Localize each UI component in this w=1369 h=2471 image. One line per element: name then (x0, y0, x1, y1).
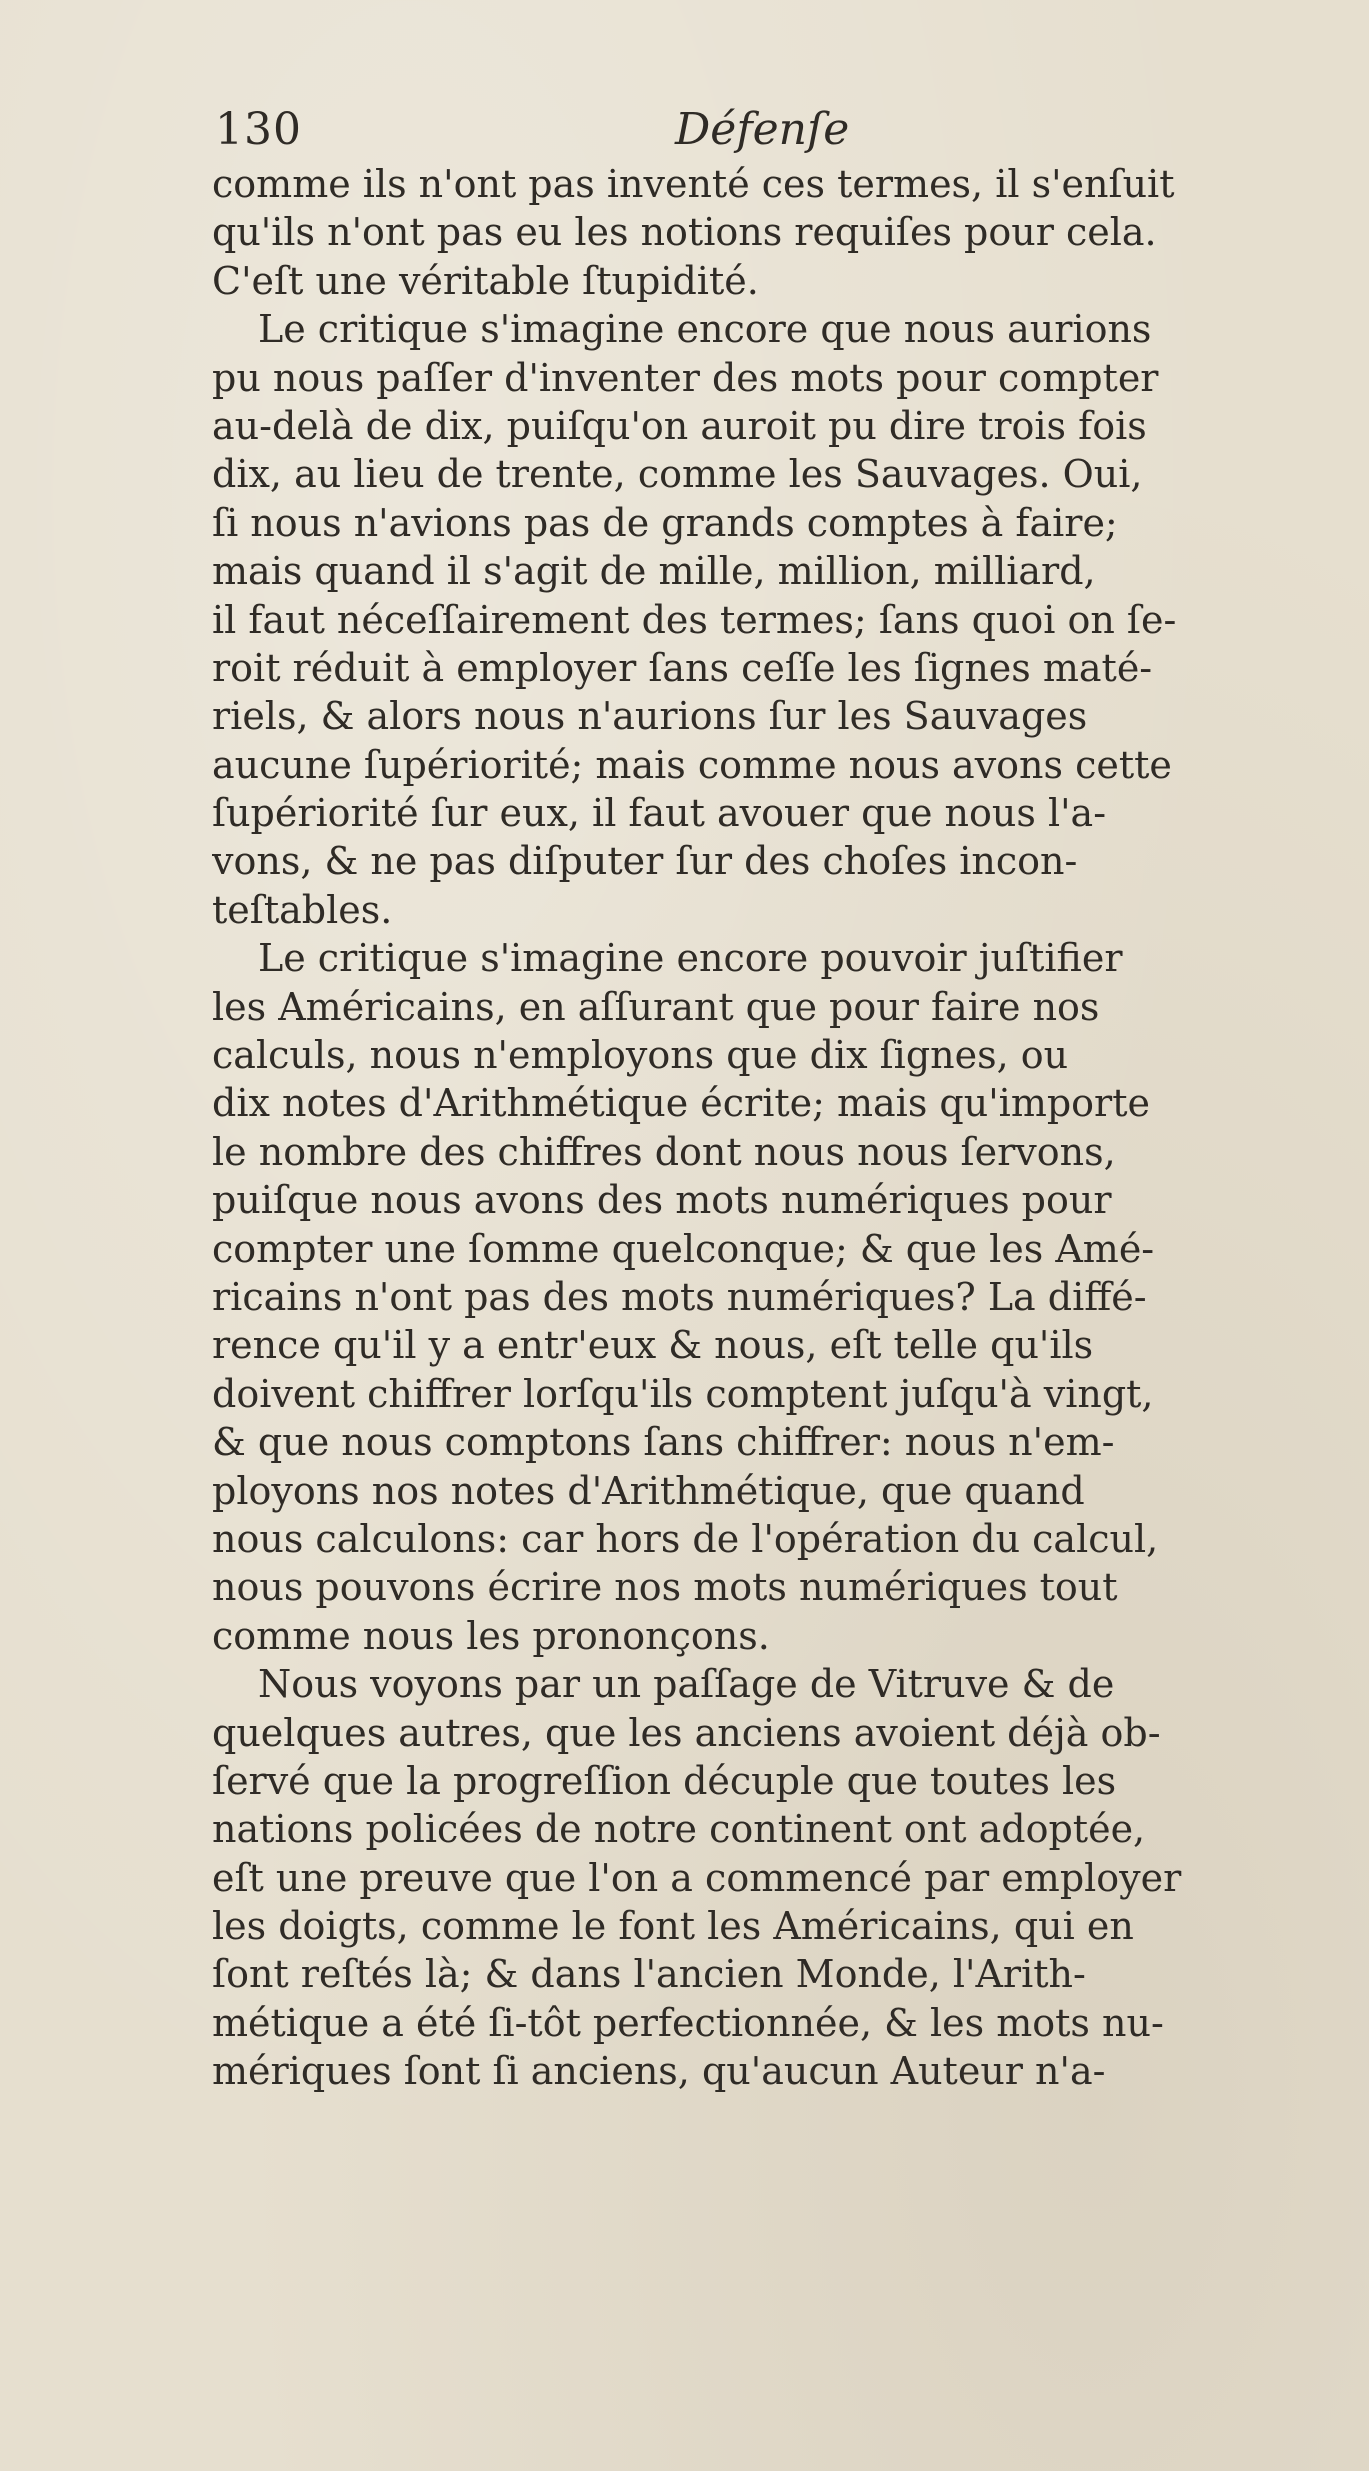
text-line: vons, & ne pas diſputer ſur des choſes incon- (212, 839, 1078, 884)
text-line: ſi nous n'avions pas de grands comptes à faire; (212, 500, 1118, 545)
text-line: Le critique s'imagine encore que nous aurions (258, 307, 1152, 352)
text-line: roit réduit à employer ſans ceſſe les ſignes maté- (212, 645, 1153, 690)
text-line: puiſque nous avons des mots numériques pour (212, 1178, 1112, 1223)
text-line: C'eſt une véritable ſtupidité. (212, 258, 759, 303)
text-line: ſont reſtés là; & dans l'ancien Monde, l'Arith- (212, 1952, 1086, 1997)
text-line: Le critique s'imagine encore pouvoir juſtifier (258, 936, 1123, 981)
text-line: dix, au lieu de trente, comme les Sauvages. Oui, (212, 452, 1143, 497)
text-line: ployons nos notes d'Arithmétique, que quand (212, 1468, 1085, 1513)
running-head: Défenſe (675, 104, 850, 155)
page-number: 130 (215, 104, 302, 155)
page-header (215, 100, 1175, 160)
paragraph-1 (212, 160, 1332, 305)
text-line: comme nous les prononçons. (212, 1613, 770, 1658)
text-line: les doigts, comme le font les Américains, qui en (212, 1904, 1134, 1949)
text-line: mais quand il s'agit de mille, million, milliard, (212, 549, 1096, 594)
text-line: & que nous comptons ſans chiffrer: nous n'em- (212, 1420, 1115, 1465)
text-line: ſervé que la progreſſion décuple que toutes les (212, 1758, 1117, 1803)
paragraph-2 (212, 305, 1332, 934)
text-line: les Américains, en aſſurant que pour faire nos (212, 984, 1100, 1029)
text-line: nations policées de notre continent ont adoptée, (212, 1807, 1146, 1852)
text-line: ſupériorité ſur eux, il faut avouer que nous l'a- (212, 791, 1107, 836)
text-line: compter une ſomme quelconque; & que les Amé- (212, 1226, 1155, 1271)
text-line: nous pouvons écrire nos mots numériques tout (212, 1565, 1118, 1610)
text-line: quelques autres, que les anciens avoient déjà ob- (212, 1710, 1161, 1755)
paragraph-4 (212, 1660, 1332, 2096)
text-line: rence qu'il y a entr'eux & nous, eſt telle qu'ils (212, 1323, 1094, 1368)
paragraph-3 (212, 934, 1332, 1660)
text-line: pu nous paſſer d'inventer des mots pour compter (212, 355, 1159, 400)
text-line: riels, & alors nous n'aurions ſur les Sauvages (212, 694, 1088, 739)
text-line: nous calculons: car hors de l'opération du calcul, (212, 1516, 1159, 1561)
text-line: il faut néceſſairement des termes; ſans quoi on ſe- (212, 597, 1177, 642)
text-line: qu'ils n'ont pas eu les notions requiſes pour cela. (212, 210, 1157, 255)
text-line: teſtables. (212, 887, 393, 932)
body-text (212, 160, 1332, 2096)
text-line: dix notes d'Arithmétique écrite; mais qu'importe (212, 1081, 1150, 1126)
text-line: au-delà de dix, puiſqu'on auroit pu dire trois fois (212, 403, 1147, 448)
text-line: calculs, nous n'employons que dix ſignes, ou (212, 1033, 1069, 1078)
text-line: le nombre des chiffres dont nous nous ſervons, (212, 1129, 1116, 1174)
text-line: ricains n'ont pas des mots numériques? La diffé- (212, 1274, 1147, 1319)
text-line: aucune ſupériorité; mais comme nous avons cette (212, 742, 1172, 787)
text-line: métique a été ſi-tôt perfectionnée, & les mots nu- (212, 2000, 1164, 2045)
text-line: doivent chiffrer lorſqu'ils comptent juſqu'à vingt, (212, 1371, 1154, 1416)
text-line: eſt une preuve que l'on a commencé par employer (212, 1855, 1182, 1900)
text-line: mériques ſont ſi anciens, qu'aucun Auteur n'a- (212, 2049, 1106, 2094)
text-line: comme ils n'ont pas inventé ces termes, il s'enſuit (212, 162, 1175, 206)
text-line: Nous voyons par un paſſage de Vitruve & de (258, 1662, 1115, 1707)
